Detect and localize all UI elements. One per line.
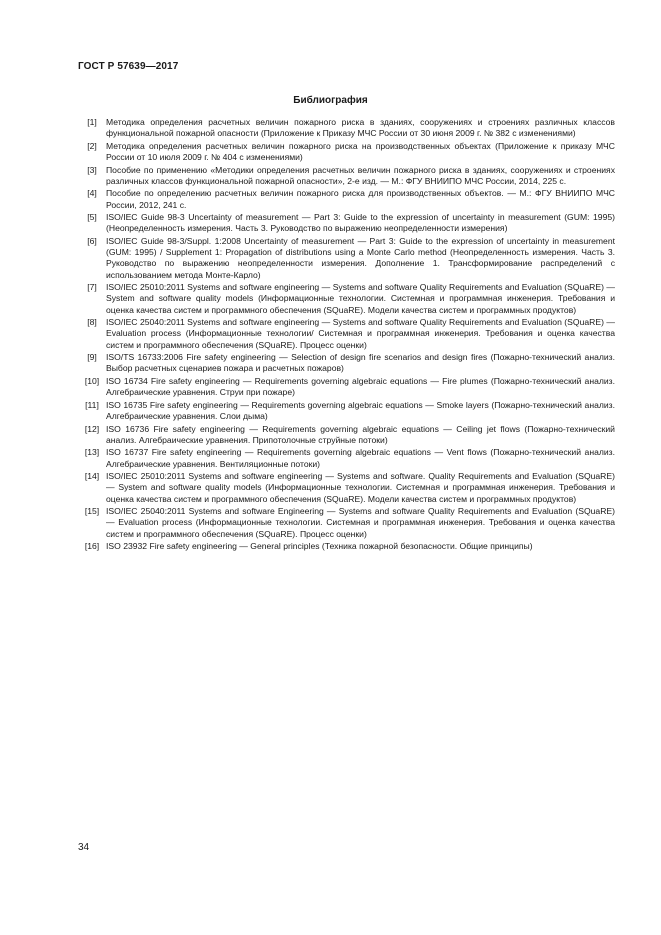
entry-text: Пособие по определению расчетных величин пожарного риска для производственных объектов. — М.: ФГУ ВНИИПО МЧС России, 2012, 241 с. [106,188,615,210]
bibliography-entry [78,165,615,187]
entry-text: ISO/IEC Guide 98-3 Uncertainty of measurement — Part 3: Guide to the expression of uncertainty in measurement (GUM: 1995) (Неопределенность измерения. Часть 3. Руководство по выражению неопределенности измерения) [106,212,615,234]
bibliography-entry [78,400,615,422]
entry-number: [10] [84,375,100,386]
entry-text: ISO 23932 Fire safety engineering — General principles (Техника пожарной безопасности. Общие принципы) [106,541,533,552]
entry-number: [3] [87,164,97,175]
entry-text: ISO/TS 16733:2006 Fire safety engineering — Selection of design fire scenarios and design fires (Пожарно-технический анализ. Выбор расчетных сценариев пожара и расчетных пожаров) [106,352,615,374]
entry-text: Методика определения расчетных величин пожарного риска в зданиях, сооружениях и строениях различных классов функциональной пожарной опасности (Приложение к Приказу МЧС России от 30 июня 2009 г. № 382 с изменениями) [106,117,615,139]
bibliography-entry [78,424,615,446]
entry-number: [16] [84,541,100,552]
entry-text: ISO/IEC 25010:2011 Systems and software engineering — Systems and software. Quality Requirements and Evaluation (SQuaRE) — System and software quality models (Информационные технологии. Системная и программная инженерия. Требования и оценка качества систем и программного обеспечения (SQuaRE). Модели качества систем и программных продуктов) [106,471,615,504]
bibliography-entry [78,447,615,469]
bibliography-entry [78,376,615,398]
entry-number: [11] [85,399,99,410]
bibliography-entry [78,212,615,234]
document-code-header: ГОСТ Р 57639—2017 [78,61,179,72]
bibliography-entry [78,541,615,552]
entry-text: ISO 16735 Fire safety engineering — Requirements governing algebraic equations — Smoke layers (Пожарно-технический анализ. Алгебраические уравнения. Слои дыма) [106,399,615,421]
entry-number: [9] [87,352,97,363]
bibliography-entry [78,236,615,281]
entry-number: [8] [87,317,97,328]
entry-text: ISO 16737 Fire safety engineering — Requirements governing algebraic equations — Vent flows (Пожарно-технический анализ. Алгебраические уравнения. Вентиляционные потоки) [106,447,615,469]
entry-number: [14] [84,471,100,482]
entry-text: ISO/IEC 25040:2011 Systems and software engineering — Systems and software Quality Requirements and Evaluation (SQuaRE) — Evaluation process (Информационные технологии/ Системная и программная инженерия. Требования и оценка качества систем и программного обеспечения (SQuaRE). Процесс оценки) [106,317,615,350]
entry-text: Пособие по применению «Методики определения расчетных величин пожарного риска в зданиях, сооружениях и строениях различных классов функциональной пожарной опасности», 2-е изд. — М.: ФГУ ВНИИПО МЧС России, 2014, 225 с. [106,164,615,186]
bibliography-entry [78,471,615,505]
entry-number: [13] [84,447,100,458]
bibliography-entry [78,317,615,351]
bibliography-list [78,117,615,554]
bibliography-entry [78,282,615,316]
bibliography-entry [78,506,615,540]
bibliography-entry [78,141,615,163]
bibliography-entry [78,352,615,374]
bibliography-entry [78,117,615,139]
entry-number: [15] [84,506,100,517]
entry-number: [12] [84,423,100,434]
bibliography-entry [78,188,615,210]
entry-text: ISO 16736 Fire safety engineering — Requirements governing algebraic equations — Ceiling jet flows (Пожарно-технический анализ. Алгебраические уравнения. Припотолочные струйные потоки) [106,423,615,445]
entry-number: [4] [87,188,97,199]
entry-number: [7] [87,282,97,293]
entry-number: [5] [87,212,97,223]
entry-number: [6] [87,235,97,246]
entry-number: [1] [87,117,97,127]
bibliography-title: Библиография [293,95,368,106]
entry-text: Методика определения расчетных величин пожарного риска на производственных объектах (Приложение к приказу МЧС России от 10 июля 2009 г. № 404 с изменениями) [106,140,615,162]
entry-text: ISO/IEC Guide 98-3/Suppl. 1:2008 Uncertainty of measurement — Part 3: Guide to the expression of uncertainty in measurement (GUM: 1995) / Supplement 1: Propagation of distributions using a Monte Carlo method (Неопределенность измерения. Часть 3. Руководство по выражению неопределенности измерения. Дополнение 1. Трансформирование распределений с использованием метода Монте-Карло) [106,235,615,280]
entry-text: ISO/IEC 25040:2011 Systems and software Engineering — Systems and software Quality Requirements and Evaluation (SQuaRE) — Evaluation process (Информационные технологии. Системная и программная инженерия. Требования и оценка качества систем и программного обеспечения (SQuaRE). Процесс оценки) [106,506,615,539]
entry-text: ISO 16734 Fire safety engineering — Requirements governing algebraic equations — Fire plumes (Пожарно-технический анализ. Алгебраические уравнения. Струи при пожаре) [106,375,615,398]
entry-text: ISO/IEC 25010:2011 Systems and software engineering — Systems and software Quality Requirements and Evaluation (SQuaRE) — System and software quality models (Информационные технологии. Системная и программная инженерия. Требования и оценка качества систем и программного обеспечения (SQuaRE). Модели качества систем и программных продуктов) [106,282,615,315]
page-number: 34 [78,842,90,853]
entry-number: [2] [87,140,97,151]
